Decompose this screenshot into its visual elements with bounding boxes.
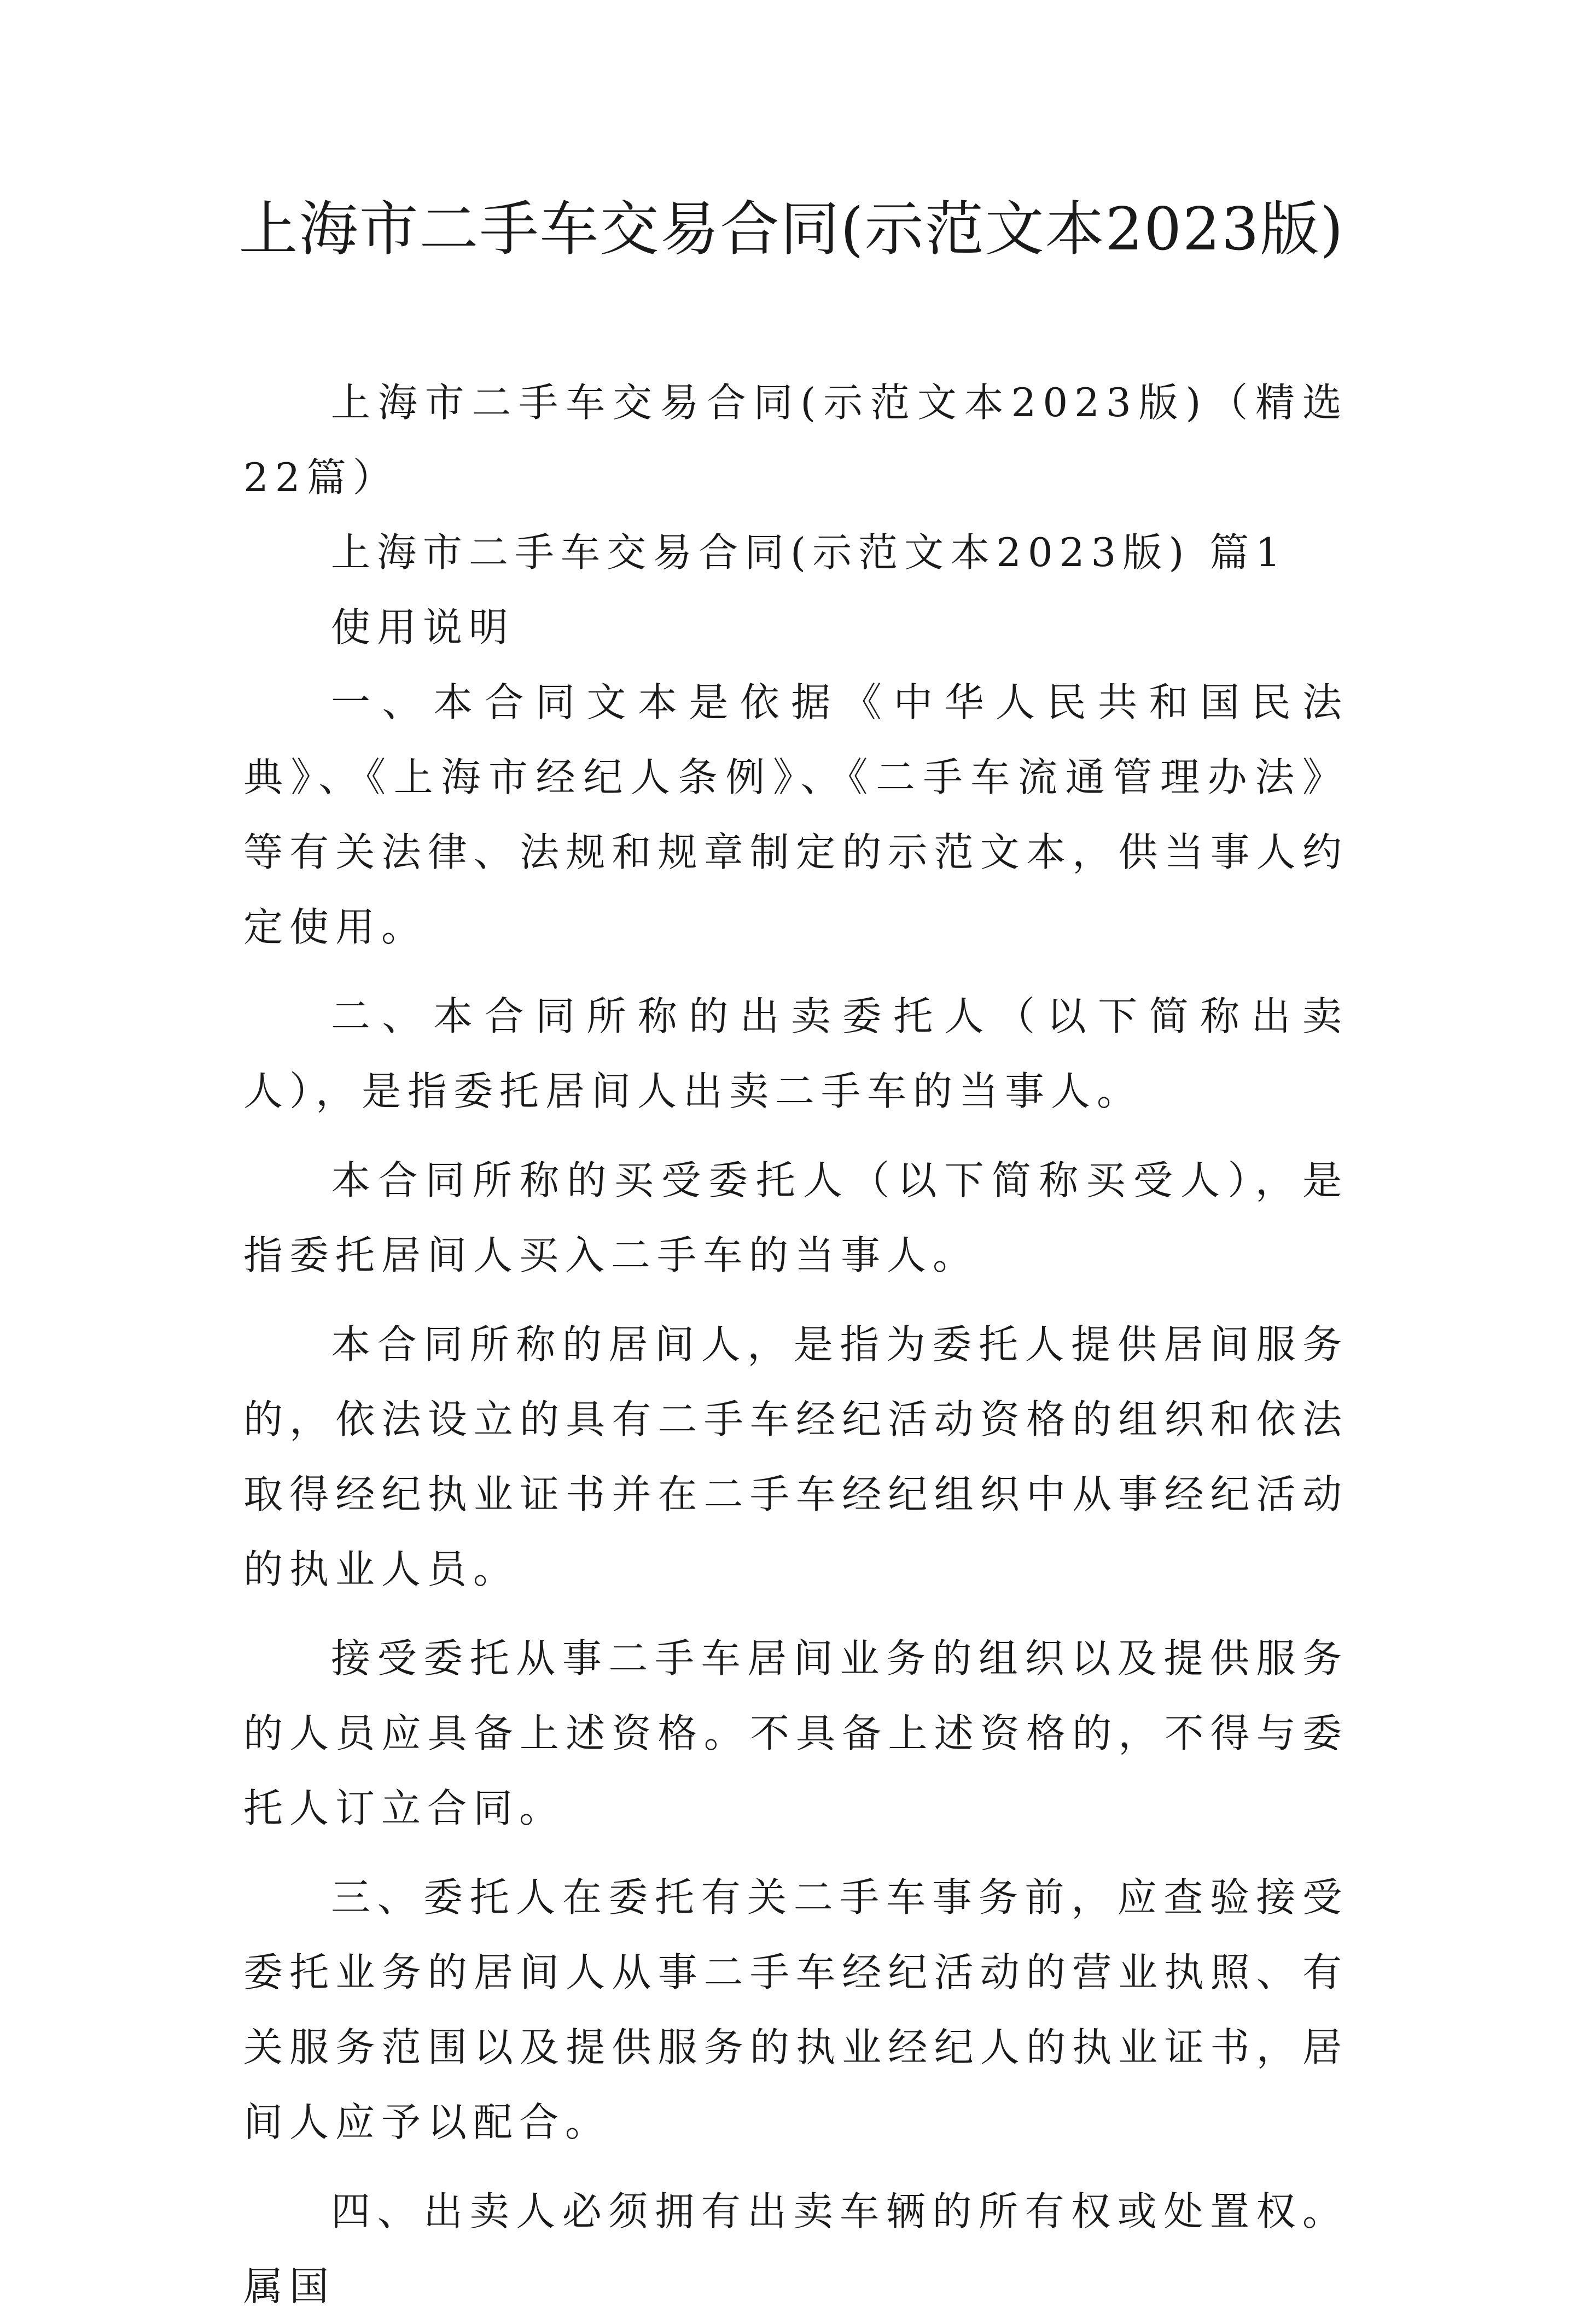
- paragraph-clause-2: 二、本合同所称的出卖委托人（以下简称出卖人），是指委托居间人出卖二手车的当事人。: [243, 993, 1348, 1114]
- paragraph-intermediary-definition: 本合同所称的居间人，是指为委托人提供居间服务的，依法设立的具有二手车经纪活动资格的组织和依法取得经纪执业证书并在二手车经纪组织中从事经纪活动的执业人员。: [243, 1321, 1348, 1592]
- paragraph-article-heading: 上海市二手车交易合同(示范文本2023版) 篇1: [331, 529, 1288, 575]
- paragraph-qualification: 接受委托从事二手车居间业务的组织以及提供服务的人员应具备上述资格。不具备上述资格的，不得与委托人订立合同。: [243, 1635, 1348, 1831]
- document-body: [243, 365, 1348, 2324]
- document-title: 上海市二手车交易合同(示范文本2023版): [238, 195, 1345, 264]
- paragraph-collection-heading: 上海市二手车交易合同(示范文本2023版)（精选22篇）: [243, 380, 1348, 500]
- paragraph-usage-heading: 使用说明: [331, 604, 515, 650]
- paragraph-clause-3: 三、委托人在委托有关二手车事务前，应查验接受委托业务的居间人从事二手车经纪活动的营业执照、有关服务范围以及提供服务的执业经纪人的执业证书，居间人应予以配合。: [243, 1874, 1348, 2145]
- paragraph-clause-1: 一、本合同文本是依据《中华人民共和国民法典》、《上海市经纪人条例》、《二手车流通管理办法》等有关法律、法规和规章制定的示范文本，供当事人约定使用。: [243, 679, 1348, 950]
- paragraph-clause-4: 四、出卖人必须拥有出卖车辆的所有权或处置权。属国: [243, 2188, 1348, 2309]
- paragraph-buyer-definition: 本合同所称的买受委托人（以下简称买受人），是指委托居间人买入二手车的当事人。: [243, 1157, 1348, 1278]
